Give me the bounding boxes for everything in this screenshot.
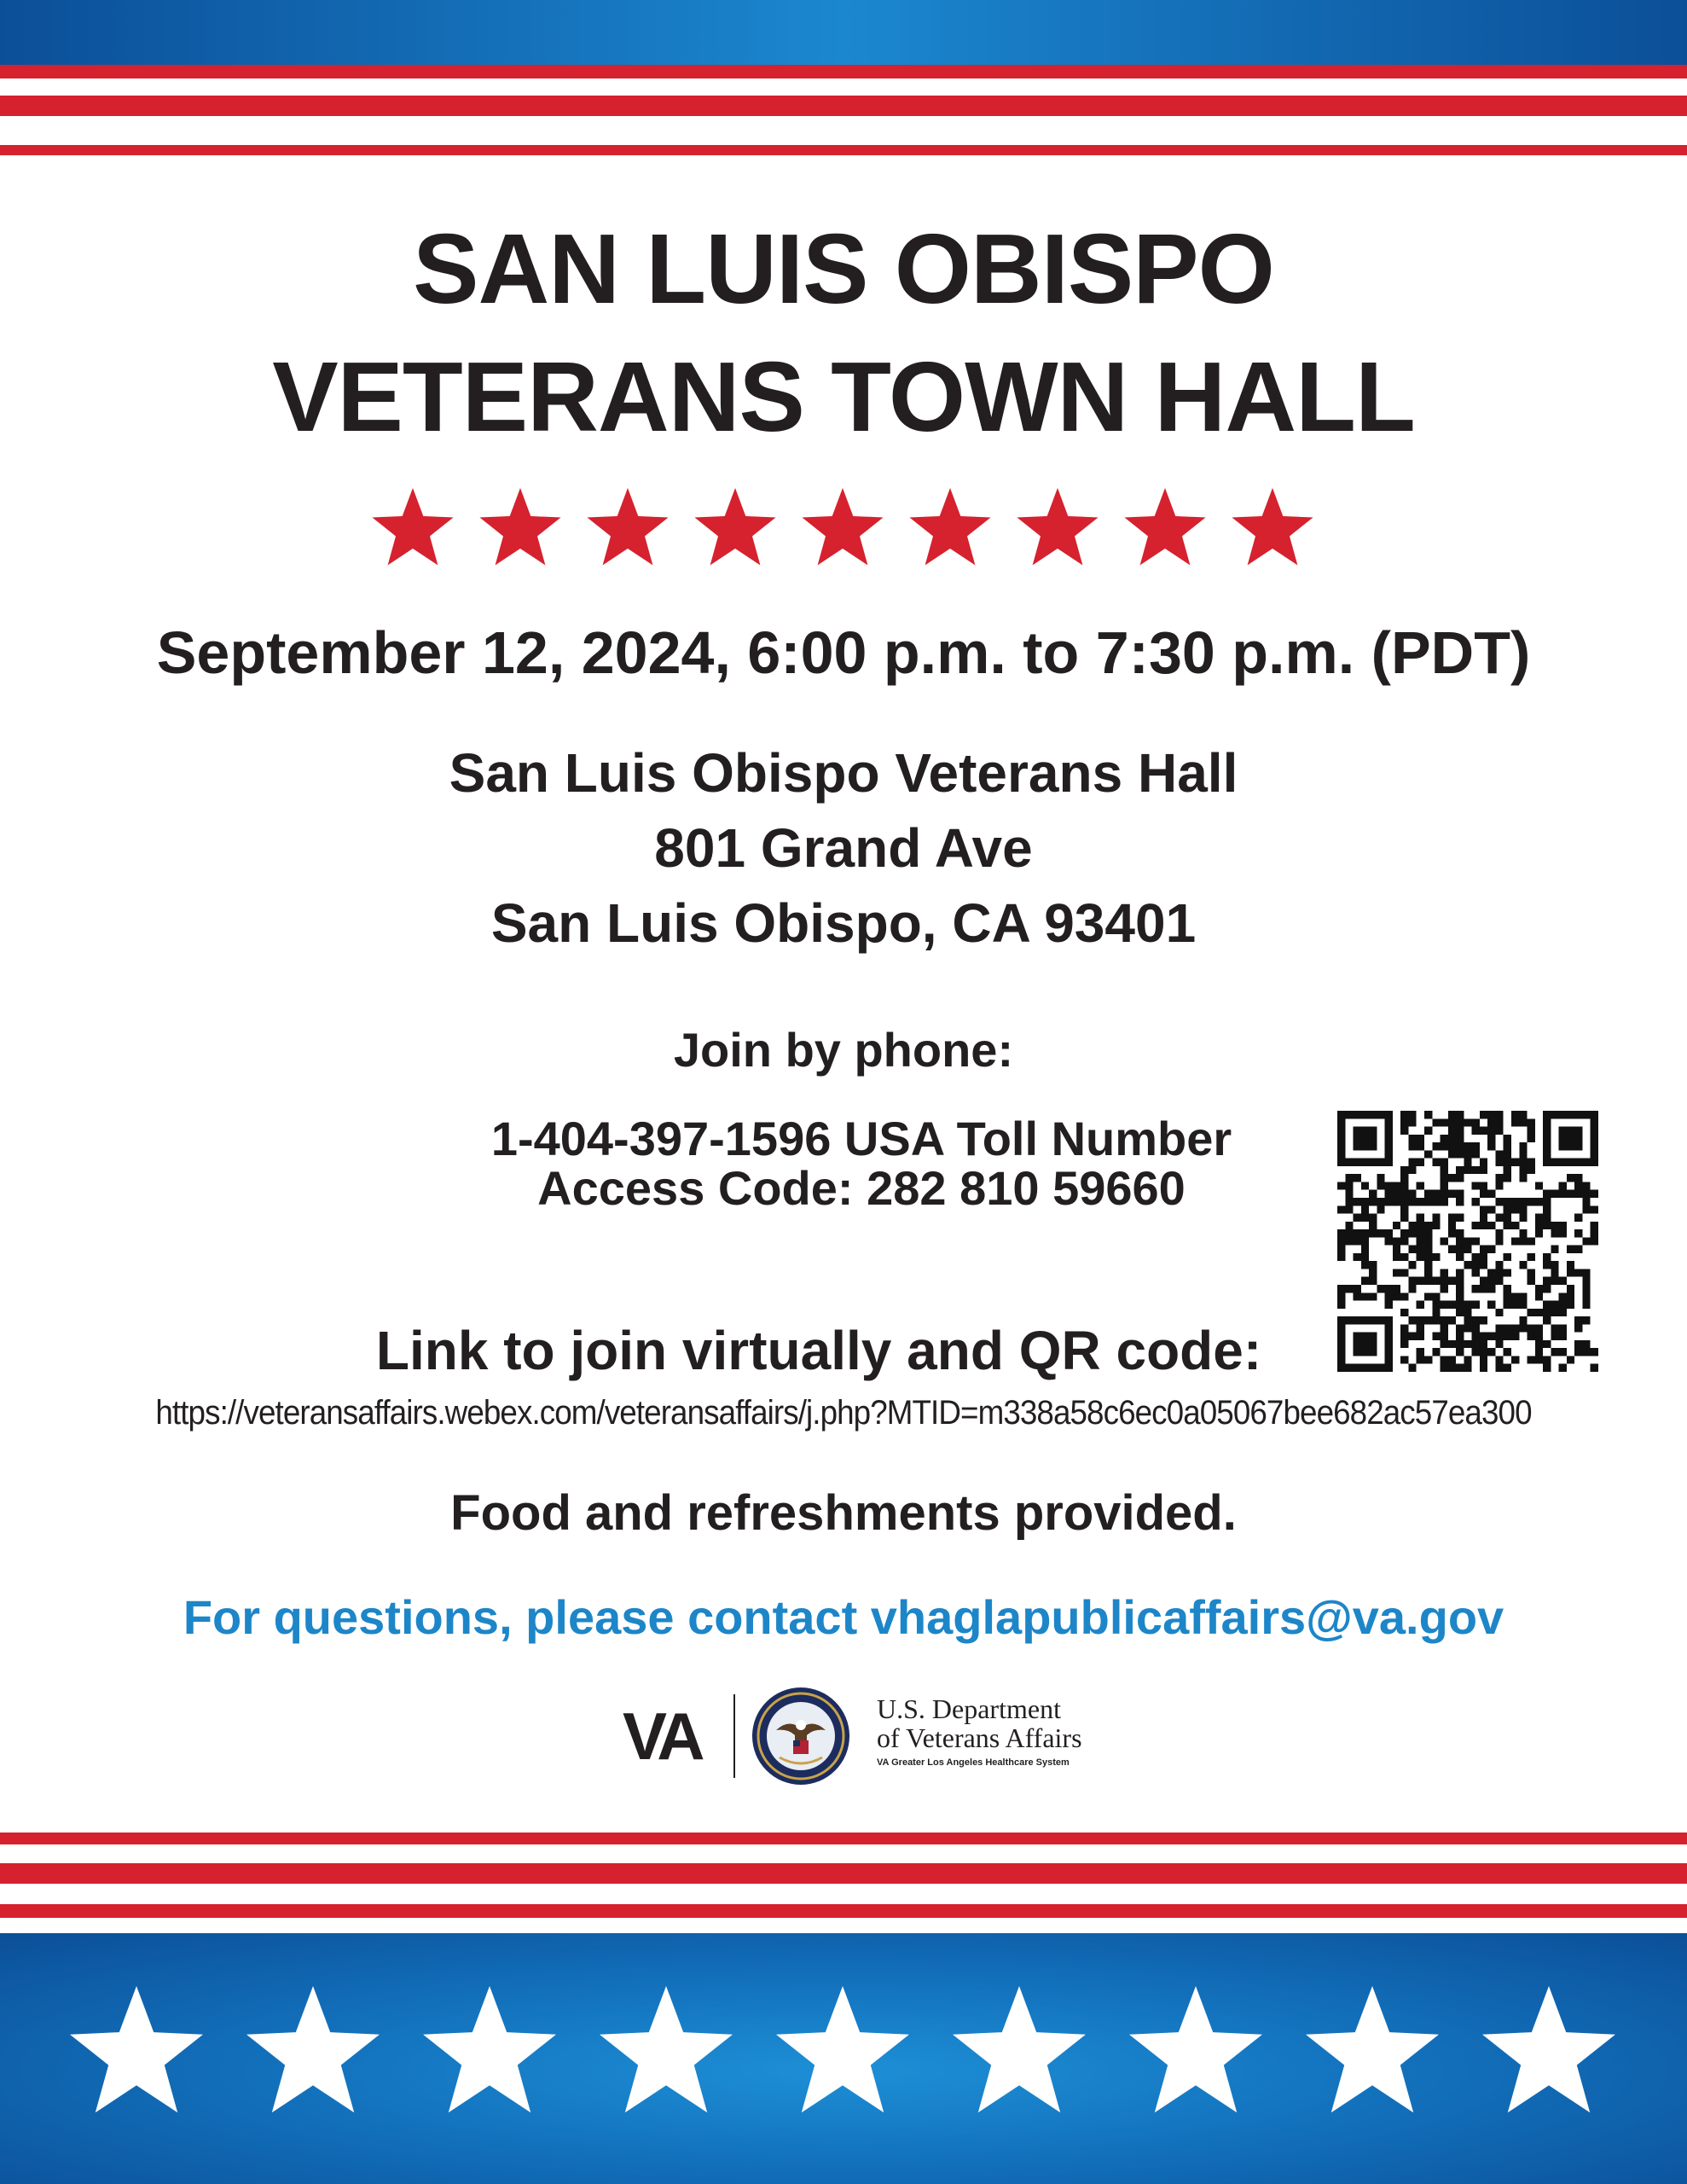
va-wordmark: VA	[623, 1699, 700, 1774]
white-stars-row	[0, 1983, 1687, 2123]
virtual-link-heading: Link to join virtually and QR code:	[375, 1320, 1262, 1381]
va-seal-icon	[751, 1686, 851, 1786]
bottom-red-stripe-1	[0, 1833, 1687, 1844]
department-name	[877, 1694, 1082, 1752]
white-star-icon	[246, 1986, 380, 2112]
qr-code-icon[interactable]	[1337, 1111, 1598, 1372]
red-stars-row	[0, 488, 1687, 568]
phone-details	[409, 1114, 1313, 1213]
top-red-stripe-2	[0, 96, 1687, 116]
red-star-icon	[802, 488, 883, 566]
access-code: Access Code: 282 810 59660	[537, 1161, 1186, 1215]
department-line-2: of Veterans Affairs	[877, 1722, 1082, 1753]
white-star-icon	[423, 1986, 556, 2112]
va-logo	[623, 1686, 1134, 1786]
facility-name: VA Greater Los Angeles Healthcare System	[877, 1757, 1070, 1768]
webex-url-link[interactable]: https://veteransaffairs.webex.com/veteransaffairs/j.php?MTID=m338a58c6ec0a05067bee682ac57ea300	[155, 1394, 1532, 1432]
red-star-icon	[1124, 488, 1205, 566]
white-star-icon	[70, 1986, 203, 2112]
event-datetime: September 12, 2024, 6:00 p.m. to 7:30 p.m. (PDT)	[156, 619, 1531, 686]
join-phone-heading: Join by phone:	[673, 1023, 1014, 1077]
logo-divider	[733, 1694, 735, 1778]
red-star-icon	[372, 488, 453, 566]
white-star-icon	[953, 1986, 1086, 2112]
department-line-1: U.S. Department	[877, 1693, 1061, 1724]
venue-name: San Luis Obispo Veterans Hall	[449, 742, 1238, 804]
venue-city: San Luis Obispo, CA 93401	[490, 892, 1197, 954]
white-star-icon	[600, 1986, 733, 2112]
title-line-2: VETERANS TOWN HALL	[272, 341, 1415, 452]
top-red-stripe-3	[0, 145, 1687, 155]
contact-line[interactable]: For questions, please contact vhaglapublicaffairs@va.gov	[183, 1590, 1504, 1644]
red-star-icon	[1232, 488, 1313, 566]
red-star-icon	[587, 488, 668, 566]
red-star-icon	[909, 488, 990, 566]
venue-block	[0, 735, 1687, 961]
red-star-icon	[1017, 488, 1098, 566]
top-red-stripe-1	[0, 65, 1687, 78]
top-blue-band	[0, 0, 1687, 65]
title-line-1: SAN LUIS OBISPO	[413, 213, 1274, 324]
white-star-icon	[776, 1986, 909, 2112]
bottom-red-stripe-3	[0, 1904, 1687, 1918]
white-star-icon	[1129, 1986, 1262, 2112]
flyer-title	[0, 205, 1687, 461]
phone-number: 1-404-397-1596 USA Toll Number	[490, 1112, 1232, 1165]
red-star-icon	[479, 488, 560, 566]
red-star-icon	[694, 488, 775, 566]
white-star-icon	[1482, 1986, 1615, 2112]
food-note: Food and refreshments provided.	[450, 1485, 1237, 1541]
bottom-red-stripe-2	[0, 1863, 1687, 1884]
venue-street: 801 Grand Ave	[654, 817, 1033, 879]
white-star-icon	[1306, 1986, 1439, 2112]
